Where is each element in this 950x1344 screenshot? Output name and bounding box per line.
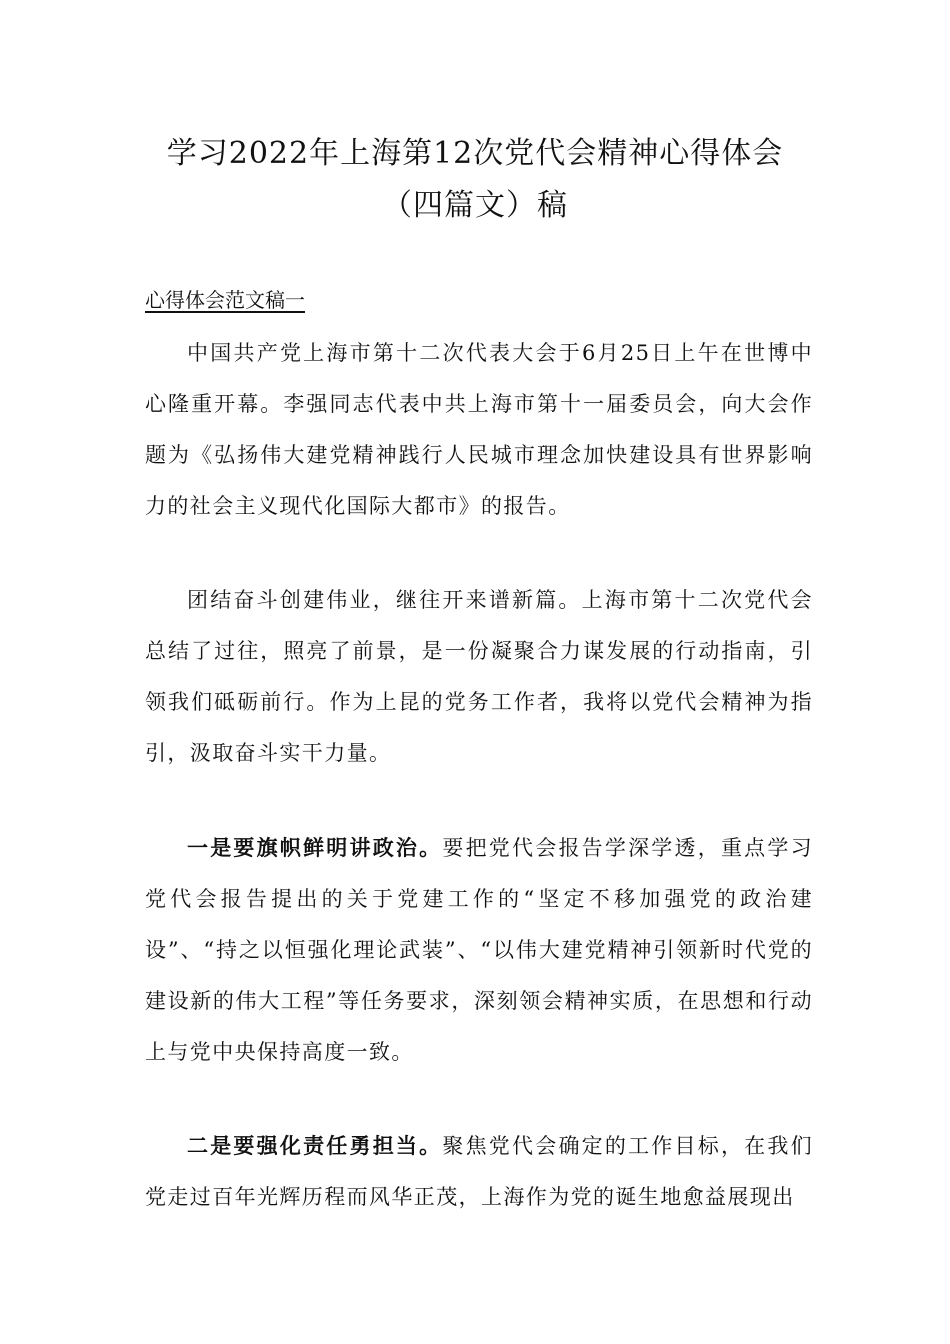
paragraph-text: 中国共产党上海市第十二次代表大会于6月25日上午在世博中心隆重开幕。李强同志代表中共上海市第十一届委员会，向大会作题为《弘扬伟大建党精神践行人民城市理念加快建设具有世界影响力的社会主义现代化国际大都市》的报告。 <box>145 341 813 518</box>
paragraph-4 <box>145 1120 813 1223</box>
paragraph-lead: 一是要旗帜鲜明讲政治。 <box>187 835 443 860</box>
section-heading: 心得体会范文稿一 <box>145 288 305 312</box>
paragraph-1 <box>145 327 813 532</box>
paragraph-2 <box>145 574 813 779</box>
paragraph-text: 聚焦党代会确定的工作目标，在我们党走过百年光辉历程而风华正茂，上海作为党的诞生地愈益展现出 <box>145 1134 813 1209</box>
document-title: 学习2022年上海第12次党代会精神心得体会（四篇文）稿 <box>166 136 784 223</box>
paragraph-lead: 二是要强化责任勇担当。 <box>187 1133 443 1158</box>
paragraph-text: 团结奋斗创建伟业，继往开来谱新篇。上海市第十二次党代会总结了过往，照亮了前景，是一份凝聚合力谋发展的行动指南，引领我们砥砺前行。作为上昆的党务工作者，我将以党代会精神为指引，汲取奋斗实干力量。 <box>145 588 813 765</box>
paragraph-text: 要把党代会报告学深学透，重点学习党代会报告提出的关于党建工作的“坚定不移加强党的政治建设”、“持之以恒强化理论武装”、“以伟大建党精神引领新时代党的建设新的伟大工程”等任务要求，深刻领会精神实质，在思想和行动上与党中央保持高度一致。 <box>145 836 813 1064</box>
paragraph-3 <box>145 822 813 1078</box>
